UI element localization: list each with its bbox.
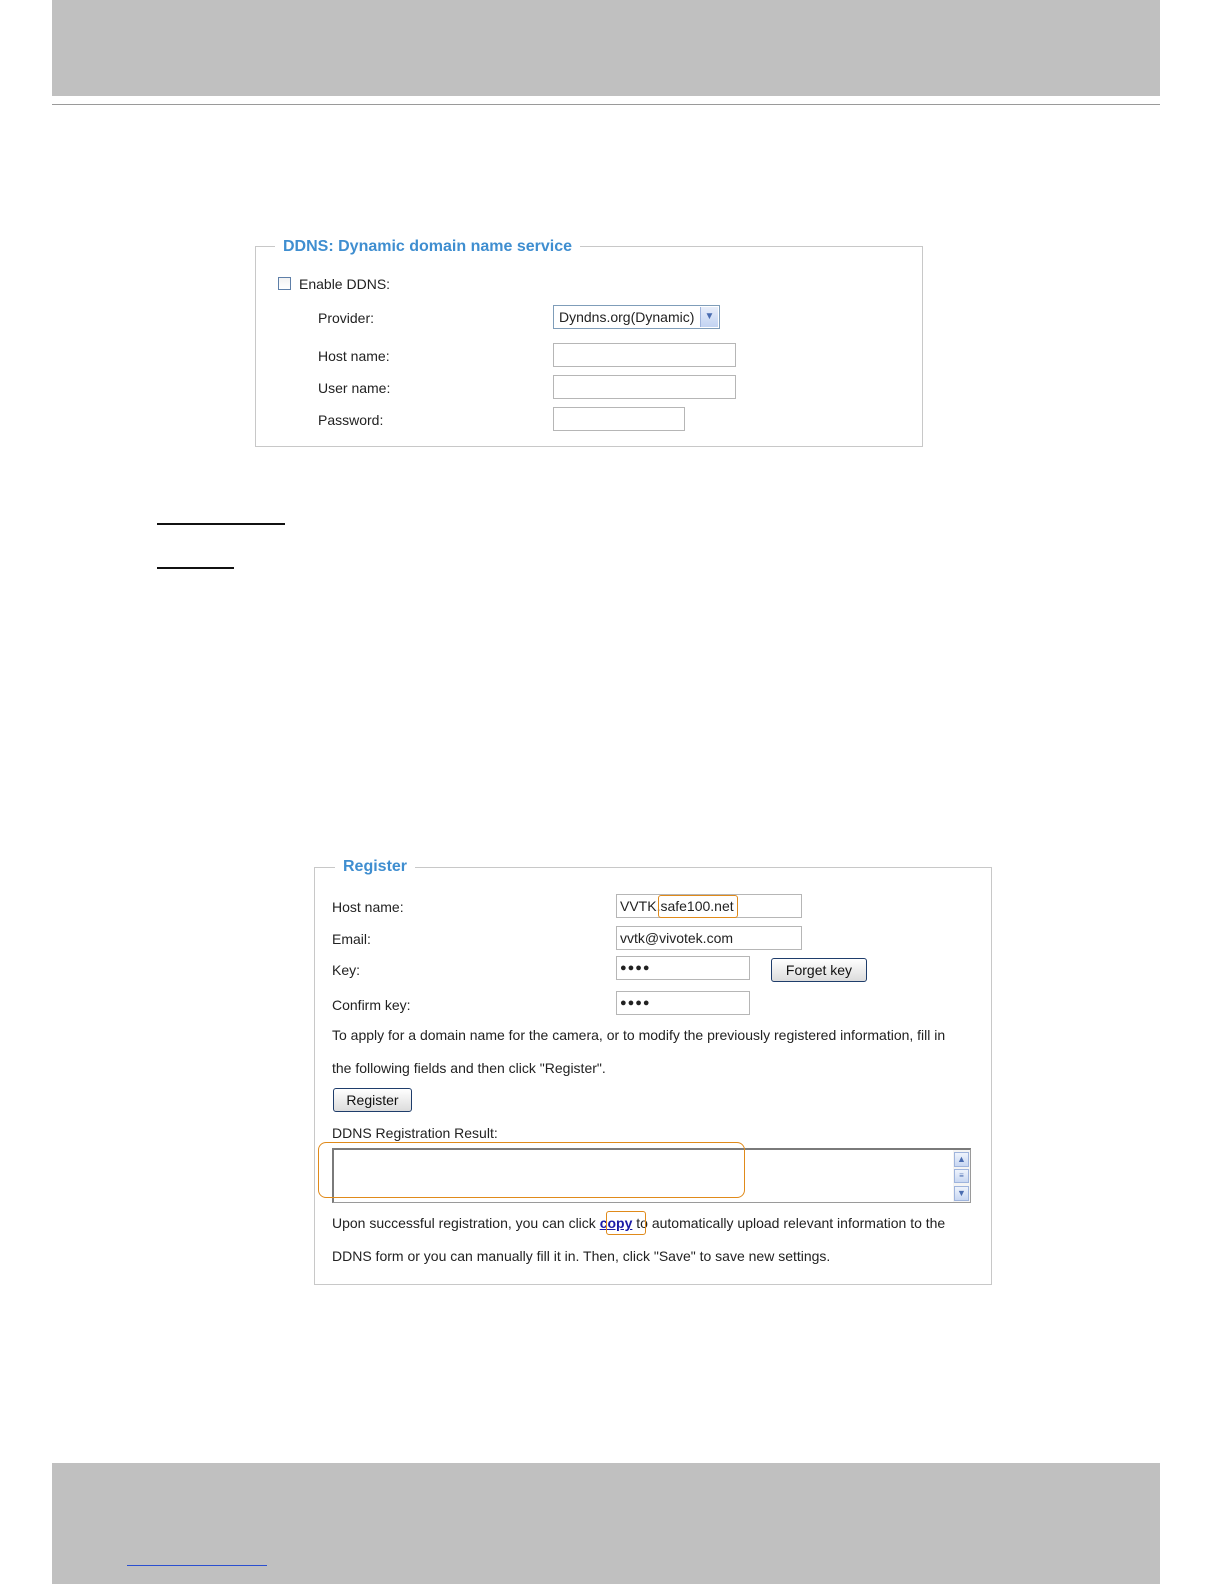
note-line-2: DDNS form or you can manually fill it in. Then, click "Save" to save new settings. bbox=[332, 1248, 831, 1264]
register-host-label: Host name: bbox=[332, 899, 404, 915]
host-prefix: VVTK. bbox=[620, 898, 661, 914]
key-input[interactable]: ●●●● bbox=[616, 956, 750, 980]
confirm-key-input[interactable]: ●●●● bbox=[616, 991, 750, 1015]
email-input[interactable]: vvtk@vivotek.com bbox=[616, 926, 802, 950]
ddns-password-input[interactable] bbox=[553, 407, 685, 431]
underline-rule-1 bbox=[157, 523, 285, 525]
key-label: Key: bbox=[332, 962, 361, 978]
underline-rule-2 bbox=[157, 567, 234, 569]
host-suffix: safe100.net bbox=[660, 898, 734, 914]
header-rule bbox=[52, 104, 1160, 105]
chevron-down-icon[interactable]: ▼ bbox=[700, 307, 718, 327]
result-highlight bbox=[318, 1142, 745, 1198]
email-label: Email: bbox=[332, 931, 371, 947]
ddns-password-label: Password: bbox=[318, 412, 384, 428]
arrow-down-icon[interactable]: ▼ bbox=[954, 1186, 969, 1201]
ddns-legend: DDNS: Dynamic domain name service bbox=[275, 238, 580, 256]
register-button[interactable]: Register bbox=[333, 1088, 412, 1112]
provider-value: Dyndns.org(Dynamic) bbox=[559, 309, 695, 325]
arrow-up-icon[interactable]: ▲ bbox=[954, 1152, 969, 1167]
forget-key-button[interactable]: Forget key bbox=[771, 958, 867, 982]
header-band bbox=[52, 0, 1160, 96]
note-text-before: Upon successful registration, you can click bbox=[332, 1215, 600, 1231]
ddns-host-label: Host name: bbox=[318, 348, 390, 364]
scroll-thumb[interactable]: ≡ bbox=[954, 1169, 969, 1183]
instruction-line-2: the following fields and then click "Register". bbox=[332, 1060, 606, 1076]
note-text-after: to automatically upload relevant information to the bbox=[632, 1215, 946, 1231]
ddns-user-input[interactable] bbox=[553, 375, 736, 399]
footer-link[interactable] bbox=[127, 1551, 267, 1566]
provider-select[interactable] bbox=[553, 305, 720, 329]
instruction-line-1: To apply for a domain name for the camera, or to modify the previously registered information, fill in bbox=[332, 1027, 946, 1043]
copy-link[interactable]: copy bbox=[599, 1215, 633, 1231]
ddns-user-label: User name: bbox=[318, 380, 391, 396]
confirm-key-label: Confirm key: bbox=[332, 997, 411, 1013]
enable-ddns-label: Enable DDNS: bbox=[299, 276, 391, 292]
result-label: DDNS Registration Result: bbox=[332, 1125, 498, 1141]
provider-label: Provider: bbox=[318, 310, 375, 326]
ddns-host-input[interactable] bbox=[553, 343, 736, 367]
host-suffix-highlight bbox=[658, 895, 738, 918]
result-scrollbar[interactable] bbox=[953, 1150, 970, 1202]
enable-ddns-checkbox[interactable] bbox=[278, 277, 291, 290]
copy-highlight bbox=[606, 1211, 646, 1235]
register-legend: Register bbox=[335, 858, 415, 876]
